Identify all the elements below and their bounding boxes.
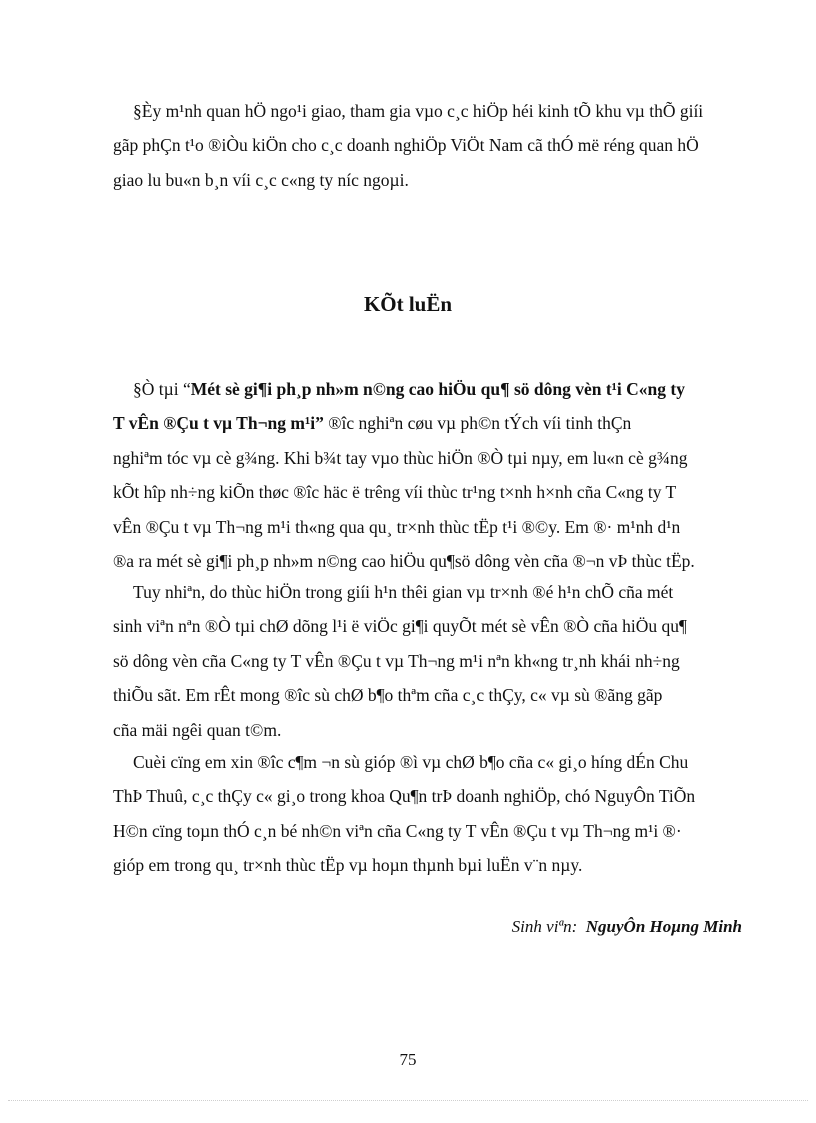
conclusion-line: vÊn ®Çu t vµ Th¬ng m¹i th«ng qua qu¸ tr×nh thùc tËp t¹i ®©y. Em ®· m¹nh d¹n [113,516,681,537]
thesis-title-part1: Mét sè gi¶i ph¸p nh»m n©ng cao hiÖu qu¶ sö dông vèn t¹i C«ng ty [190,379,685,399]
conclusion-paragraph [113,372,743,578]
limitation-line: sö dông vèn cña C«ng ty T vÊn ®Çu t vµ Th¬ng m¹i nªn kh«ng tr¸nh khái nh÷ng [113,650,680,671]
conclusion-line [113,406,743,440]
thesis-title-part2: T vÊn ®Çu t vµ Th¬ng m¹i” [113,413,324,434]
thanks-line: Cuèi cïng em xin ®îc c¶m ¬n sù gióp ®ì vµ chØ b¶o cña c« gi¸o híng dÉn Chu [133,752,689,772]
conclusion-line: ®a ra mét sè gi¶i ph¸p nh»m n©ng cao hiÖu qu¶sö dông vèn cña ®¬n vÞ thùc tËp. [113,551,695,572]
conclusion-line [113,372,743,406]
intro-line: gãp phÇn t¹o ®iÒu kiÖn cho c¸c doanh nghiÖp ViÖt Nam cã thÓ më réng quan hÖ [113,135,699,156]
page-bottom-divider [8,1100,808,1101]
limitation-paragraph [113,575,743,747]
conclusion-line: nghiªm tóc vµ cè g¾ng. Khi b¾t tay vµo thùc hiÖn ®Ò tµi nµy, em lu«n cè g¾ng [113,447,688,468]
page-number: 75 [399,1050,417,1069]
limitation-line: Tuy nhiªn, do thùc hiÖn trong giíi h¹n thêi gian vµ tr×nh ®é h¹n chÕ cña mét [133,582,674,602]
signature-label: Sinh viªn: [511,917,578,936]
conclusion-line2-rest: ®îc nghiªn cøu vµ ph©n tÝch víi tinh thÇn [323,413,632,434]
limitation-line: sinh viªn nªn ®Ò tµi chØ dõng l¹i ë viÖc gi¶i quyÕt mét sè vÊn ®Ò cña hiÖu qu¶ [113,616,687,637]
thanks-line: gióp em trong qu¸ tr×nh thùc tËp vµ hoµn thµnh bµi luËn v¨n nµy. [113,855,583,876]
intro-line: §Èy m¹nh quan hÖ ngo¹i giao, tham gia vµo c¸c hiÖp héi kinh tÕ khu vµ thÕ giíi [133,101,704,121]
conclusion-line1-prefix: §Ò tµi “ [133,379,191,399]
signature-name: NguyÔn Hoµng Minh [585,917,742,936]
thanks-line: ThÞ Thuû, c¸c thÇy c« gi¸o trong khoa Qu¶n trÞ doanh nghiÖp, chó NguyÔn TiÕn [113,786,696,807]
limitation-line: thiÕu sãt. Em rÊt mong ®îc sù chØ b¶o thªm cña c¸c thÇy, c« vµ sù ®ãng gãp [113,685,663,706]
section-title: KÕt luËn [363,292,453,316]
conclusion-line: kÕt hîp nh÷ng kiÕn thøc ®îc häc ë trêng víi thùc tr¹ng t×nh h×nh cña C«ng ty T [113,482,677,503]
signature [512,917,742,937]
intro-paragraph [113,94,743,197]
limitation-line: cña mäi ngêi quan t©m. [113,719,282,740]
thanks-line: H©n cïng toµn thÓ c¸n bé nh©n viªn cña C«ng ty T vÊn ®Çu t vµ Th¬ng m¹i ®· [113,820,682,841]
intro-line: giao lu bu«n b¸n víi c¸c c«ng ty níc ngoµi. [113,169,409,190]
thanks-paragraph [113,745,743,883]
